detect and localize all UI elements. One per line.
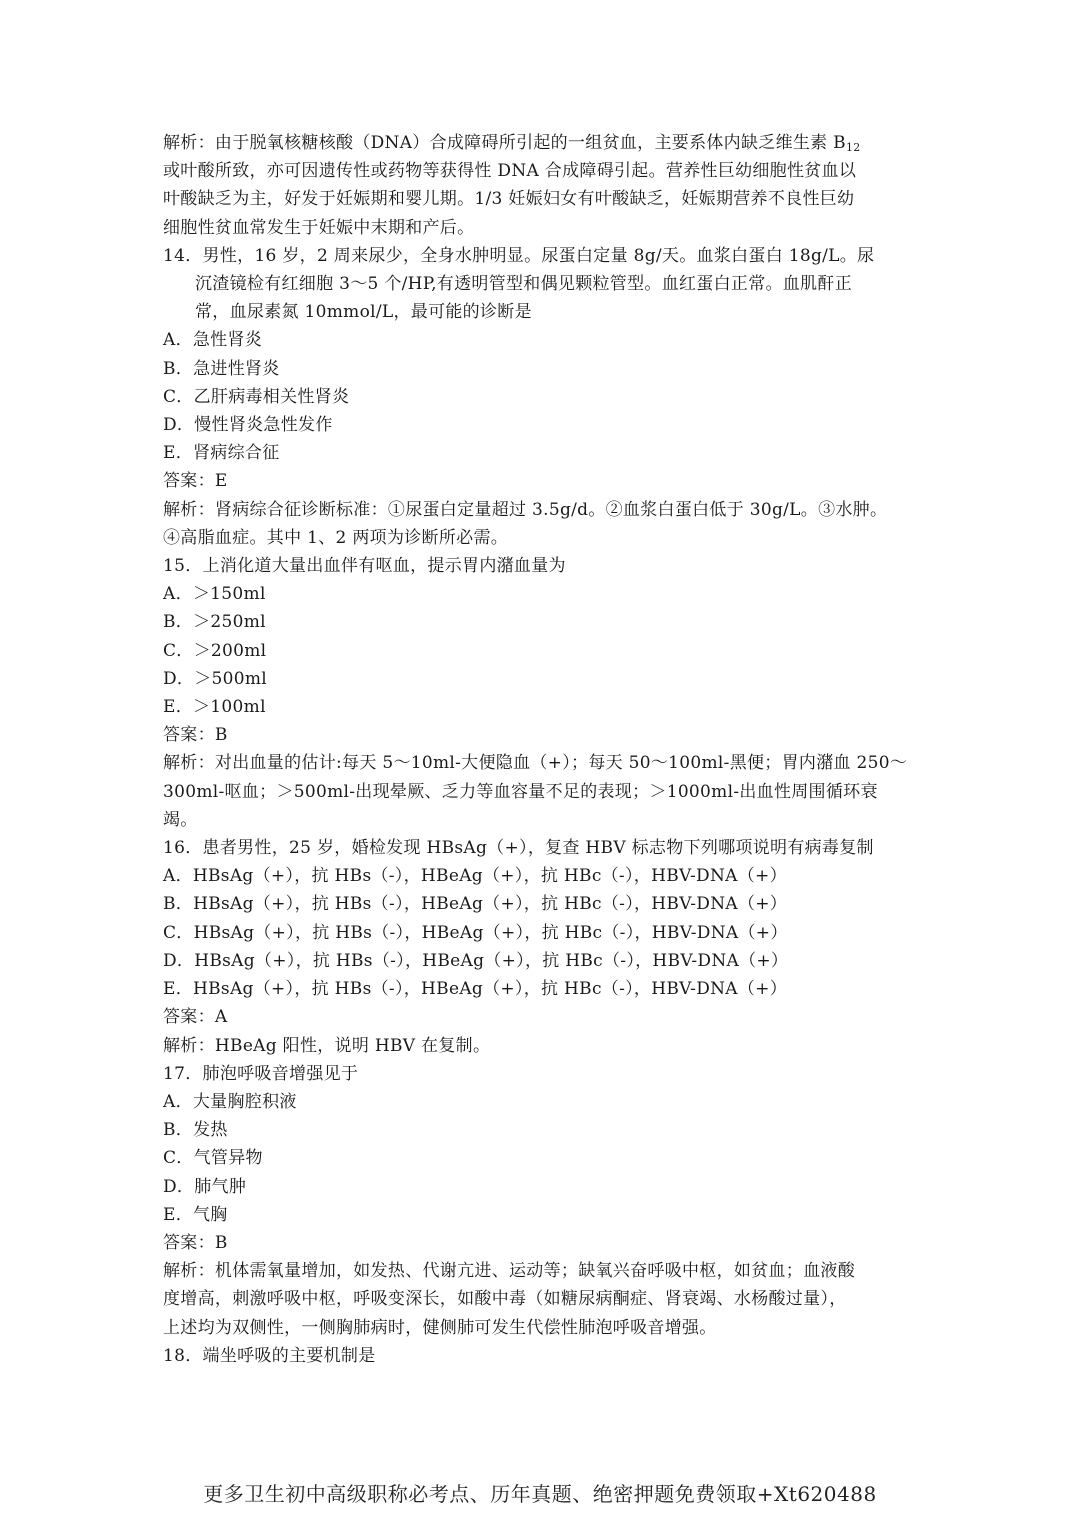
q17-explanation-line-2: 度增高，刺激呼吸中枢，呼吸变深长，如酸中毒（如糖尿病酮症、肾衰竭、水杨酸过量）， [163, 1289, 847, 1310]
q15-option-e: E．＞100ml [163, 697, 266, 718]
q16-option-d: D．HBsAg（+），抗 HBs（-），HBeAg（+），抗 HBc（-），HBV-DNA（+） [163, 950, 789, 971]
q17-option-d: D．肺气肿 [163, 1176, 247, 1197]
q13-explanation-line-4: 细胞性贫血常发生于妊娠中末期和产后。 [163, 217, 475, 238]
q15-explanation-line-3: 竭。 [163, 809, 198, 830]
q13-explanation-line-1: 解析：由于脱氧核糖核酸（DNA）合成障碍所引起的一组贫血，主要系体内缺乏维生素 $B_{12}$ [163, 133, 861, 154]
q17-explanation-line-1: 解析：机体需氧量增加，如发热、代谢亢进、运动等；缺氧兴奋呼吸中枢，如贫血；血液酸 [163, 1261, 855, 1282]
q14-option-d: D．慢性肾炎急性发作 [163, 415, 333, 436]
q17-answer: 答案：B [163, 1232, 228, 1253]
q16-option-c: C．HBsAg（+），抗 HBs（-），HBeAg（+），抗 HBc（-），HBV-DNA（+） [163, 922, 788, 943]
q14-stem-line-2: 沉渣镜检有红细胞 3～5 个/HP,有透明管型和偶见颗粒管型。血红蛋白正常。血肌酐正 [195, 274, 852, 295]
q16-answer: 答案：A [163, 1007, 228, 1028]
q15-option-a: A．＞150ml [163, 584, 266, 605]
q17-option-e: E．气胸 [163, 1204, 228, 1225]
q14-stem-line-3: 常，血尿素氮 10mmol/L，最可能的诊断是 [195, 302, 532, 323]
q14-option-a: A．急性肾炎 [163, 330, 263, 351]
q14-option-c: C．乙肝病毒相关性肾炎 [163, 386, 350, 407]
footer-promo-text: 更多卫生初中高级职称必考点、历年真题、绝密押题免费领取+Xt620488 [203, 1482, 877, 1506]
q15-option-b: B．＞250ml [163, 612, 266, 633]
document-body [163, 129, 920, 1370]
q16-stem: 16．患者男性，25 岁，婚检发现 HBsAg（+），复查 HBV 标志物下列哪项说明有病毒复制 [163, 838, 874, 859]
q17-option-a: A．大量胸腔积液 [163, 1091, 297, 1112]
q18-stem: 18．端坐呼吸的主要机制是 [163, 1345, 376, 1366]
q14-answer: 答案：E [163, 471, 228, 492]
q14-option-b: B．急进性肾炎 [163, 358, 280, 379]
q15-option-c: C．＞200ml [163, 640, 267, 661]
q15-stem: 15．上消化道大量出血伴有呕血，提示胃内潴血量为 [163, 556, 566, 577]
q14-stem-line-1: 14．男性，16 岁，2 周来尿少，全身水肿明显。尿蛋白定量 8g/天。血浆白蛋白 18g/L。尿 [163, 245, 875, 266]
q15-explanation-line-2: 300ml-呕血；＞500ml-出现晕厥、乏力等血容量不足的表现；＞1000ml-出血性周围循环衰 [163, 781, 878, 802]
q15-option-d: D．＞500ml [163, 668, 268, 689]
q14-explanation-line-1: 解析：肾病综合征诊断标准：①尿蛋白定量超过 3.5g/d。②血浆白蛋白低于 30g/L。③水肿。 [163, 499, 888, 520]
q15-explanation-line-1: 解析：对出血量的估计:每天 5～10ml-大便隐血（+）；每天 50～100ml-黑便；胃内潴血 250～ [163, 753, 908, 774]
q15-answer: 答案：B [163, 725, 228, 746]
q13-explanation-line-3: 叶酸缺乏为主，好发于妊娠期和婴儿期。1/3 妊娠妇女有叶酸缺乏，妊娠期营养不良性巨幼 [163, 189, 855, 210]
q17-explanation-line-3: 上述均为双侧性，一侧胸肺病时，健侧肺可发生代偿性肺泡呼吸音增强。 [163, 1317, 717, 1338]
q16-option-a: A．HBsAg（+），抗 HBs（-），HBeAg（+），抗 HBc（-），HBV-DNA（+） [163, 866, 787, 887]
q17-option-b: B．发热 [163, 1120, 228, 1141]
q17-stem: 17．肺泡呼吸音增强见于 [163, 1063, 359, 1084]
q14-explanation-line-2: ④高脂血症。其中 1、2 两项为诊断所必需。 [163, 527, 509, 548]
q16-option-b: B．HBsAg（+），抗 HBs（-），HBeAg（+），抗 HBc（-），HBV-DNA（+） [163, 894, 788, 915]
q17-option-c: C．气管异物 [163, 1148, 263, 1169]
q16-option-e: E．HBsAg（+），抗 HBs（-），HBeAg（+），抗 HBc（-），HBV-DNA（+） [163, 979, 788, 1000]
q14-option-e: E．肾病综合征 [163, 443, 280, 464]
q16-explanation-line-1: 解析：HBeAg 阳性，说明 HBV 在复制。 [163, 1035, 491, 1056]
q13-explanation-line-2: 或叶酸所致，亦可因遗传性或药物等获得性 DNA 合成障碍引起。营养性巨幼细胞性贫血以 [163, 161, 857, 182]
